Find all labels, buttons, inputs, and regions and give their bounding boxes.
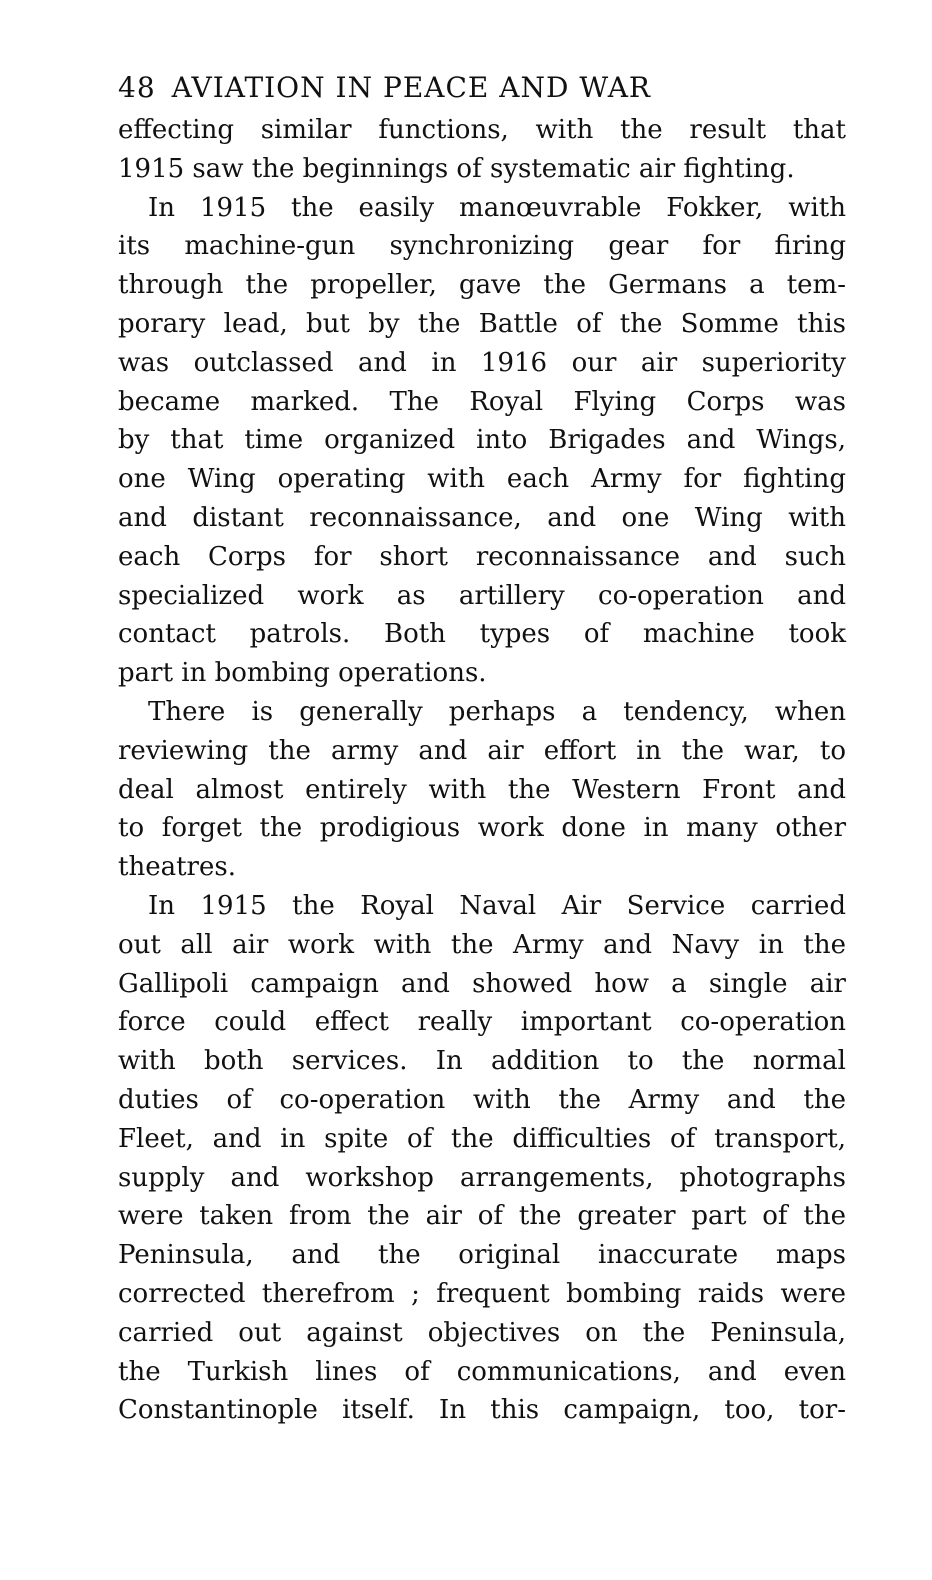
text-line: out all air work with the Army and Navy in the [118,929,846,960]
text-line: Gallipoli campaign and showed how a single air [118,968,846,999]
running-head [118,68,846,108]
text-line: porary lead, but by the Battle of the Somme this [118,308,846,339]
text-line: each Corps for short reconnaissance and such [118,541,846,572]
text-line: reviewing the army and air effort in the war, to [118,735,846,766]
text-line: deal almost entirely with the Western Front and [118,774,846,805]
page-number: 48 [118,71,156,104]
text-line: became marked. The Royal Flying Corps was [118,386,846,417]
text-line: one Wing operating with each Army for fighting [118,464,846,495]
text-line: and distant reconnaissance, and one Wing with [118,502,846,533]
text-line: part in bombing operations. [118,658,487,689]
text-line: contact patrols. Both types of machine took [118,619,846,650]
text-line: force could effect really important co-operation [118,1007,846,1038]
text-line: were taken from the air of the greater part of the [118,1201,846,1232]
running-title: AVIATION IN PEACE AND WAR [171,71,652,104]
text-line: to forget the prodigious work done in many other [118,813,846,844]
book-page [118,68,846,1430]
text-line: with both services. In addition to the normal [118,1046,846,1077]
text-line: Fleet, and in spite of the difficulties of transport, [118,1123,846,1154]
text-line: duties of co-operation with the Army and the [118,1084,846,1115]
text-line: through the propeller, gave the Germans a tem- [118,270,846,301]
text-line: was outclassed and in 1916 our air superiority [118,347,846,378]
text-line: Constantinople itself. In this campaign, too, tor- [118,1395,846,1426]
text-line: effecting similar functions, with the result that [118,115,846,145]
text-line: carried out against objectives on the Peninsula, [118,1317,846,1348]
text-line: 1915 saw the beginnings of systematic air fighting. [118,153,795,184]
text-line: supply and workshop arrangements, photographs [118,1162,846,1193]
text-line: specialized work as artillery co-operation and [118,580,846,611]
text-line: the Turkish lines of communications, and even [118,1356,846,1387]
body-text [118,111,846,1430]
text-line: There is generally perhaps a tendency, when [148,696,846,727]
text-line: theatres. [118,852,236,883]
text-line: by that time organized into Brigades and Wings, [118,425,846,456]
text-line: In 1915 the Royal Naval Air Service carried [148,890,846,921]
text-line: its machine-gun synchronizing gear for firing [118,231,846,262]
text-line: corrected therefrom ; frequent bombing raids were [118,1278,846,1309]
text-line: Peninsula, and the original inaccurate maps [118,1240,846,1271]
text-line: In 1915 the easily manœuvrable Fokker, with [148,192,846,223]
